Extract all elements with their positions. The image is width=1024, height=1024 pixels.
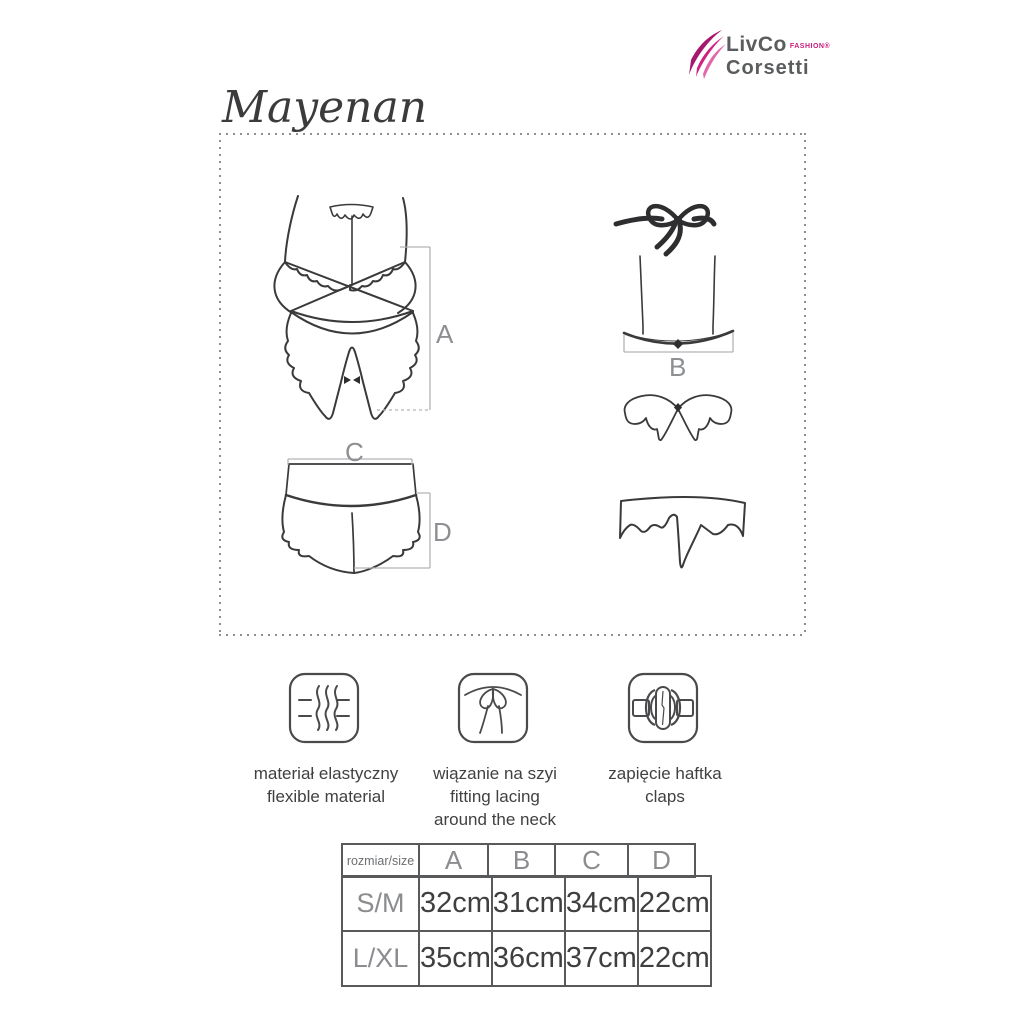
diagram-box-border-bottom	[219, 634, 806, 636]
size-table-value-cell: 31cm	[492, 876, 565, 931]
size-table-header-cell: D	[628, 844, 695, 877]
feature-line: zapięcie haftka	[608, 764, 722, 783]
brand-swoosh-icon	[688, 30, 726, 80]
skirt-band-outline	[620, 497, 745, 567]
elastic-material-icon	[288, 672, 360, 744]
dim-label-d: D	[433, 517, 452, 547]
diagram-box-border-right	[804, 133, 806, 636]
dim-label-a: A	[436, 319, 454, 349]
feature-caption-clasp	[570, 762, 760, 808]
brand-corsetti-text: Corsetti	[726, 57, 810, 79]
feature-caption-elastic	[231, 762, 421, 808]
feature-caption-lacing	[400, 762, 590, 831]
neck-lacing-icon	[457, 672, 529, 744]
brand-logo	[688, 28, 831, 84]
brand-fashion-text: FASHION®	[789, 43, 831, 50]
size-table-value-cell: 37cm	[565, 931, 638, 986]
feature-line: materiał elastyczny	[253, 764, 399, 783]
brand-livco-text: LivCo	[726, 33, 787, 56]
feature-line: claps	[645, 787, 685, 806]
size-table-header-cell: C	[555, 844, 628, 877]
size-table-body	[341, 875, 712, 987]
size-table-size-cell: L/XL	[342, 931, 419, 986]
feature-line: around the neck	[434, 810, 556, 829]
size-table-header-cell: B	[488, 844, 555, 877]
size-table-row	[342, 931, 711, 986]
size-table-row	[342, 876, 711, 931]
size-table-value-cell: 36cm	[492, 931, 565, 986]
size-table-header	[341, 843, 696, 878]
size-table-value-cell: 22cm	[638, 876, 711, 931]
size-table-value-cell: 22cm	[638, 931, 711, 986]
size-table-header-cell: rozmiar/size	[342, 844, 419, 877]
size-table-size-cell: S/M	[342, 876, 419, 931]
size-table-value-cell: 34cm	[565, 876, 638, 931]
diagram-box-border-top	[219, 133, 806, 135]
diagram-box-border-left	[219, 133, 221, 636]
dim-label-b: B	[669, 352, 687, 382]
size-table-header-cell: A	[419, 844, 488, 877]
clasp-icon	[627, 672, 699, 744]
product-title: Mayenan	[222, 82, 428, 133]
back-top-drawing	[602, 186, 782, 378]
size-table-header-row	[342, 844, 695, 877]
feature-line: wiązanie na szyi	[433, 764, 557, 783]
size-table-value-cell: 32cm	[419, 876, 492, 931]
feature-line: flexible material	[266, 787, 386, 806]
bra-piece-drawing	[615, 389, 741, 451]
size-table-value-cell: 35cm	[419, 931, 492, 986]
skirt-band-drawing	[598, 483, 788, 578]
brand-name-top	[726, 34, 830, 58]
feature-line: fitting lacing	[450, 787, 540, 806]
front-top-drawing	[235, 182, 460, 437]
dim-label-c: C	[345, 437, 364, 467]
